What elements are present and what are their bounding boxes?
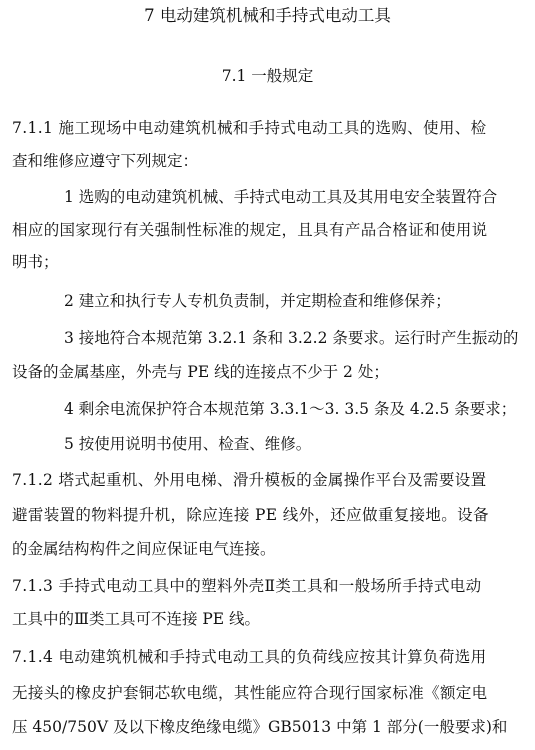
- text-line: 4 剩余电流保护符合本规范第 3.3.1～3. 3.5 条及 4.2.5 条要求；: [64, 400, 517, 418]
- text-line: 7.1.4 电动建筑机械和手持式电动工具的负荷线应按其计算负荷选用: [12, 648, 487, 666]
- text-line: 明书；: [12, 253, 59, 271]
- section-title: 7.1 一般规定: [221, 67, 314, 85]
- text-line: 压 450/750V 及以下橡皮绝缘电缆》GB5013 中第 1 部分(一般要求)和: [12, 718, 508, 736]
- chapter-title: 7 电动建筑机械和手持式电动工具: [144, 6, 391, 25]
- text-line: 7.1.1 施工现场中电动建筑机械和手持式电动工具的选购、使用、检: [12, 119, 487, 137]
- text-line: 查和维修应遵守下列规定：: [12, 152, 199, 170]
- text-line: 避雷装置的物料提升机，除应连接 PE 线外，还应做重复接地。设备: [12, 506, 489, 524]
- text-line: 的金属结构构件之间应保证电气连接。: [12, 540, 276, 558]
- text-line: 相应的国家现行有关强制性标准的规定，且具有产品合格证和使用说: [12, 221, 488, 239]
- text-line: 无接头的橡皮护套铜芯软电缆，其性能应符合现行国家标准《额定电: [12, 684, 488, 702]
- text-line: 1 选购的电动建筑机械、手持式电动工具及其用电安全装置符合: [64, 188, 498, 206]
- text-line: 设备的金属基座，外壳与 PE 线的连接点不少于 2 处；: [12, 363, 389, 381]
- text-line: 3 接地符合本规范第 3.2.1 条和 3.2.2 条要求。运行时产生振动的: [64, 329, 519, 347]
- text-line: 7.1.3 手持式电动工具中的塑料外壳Ⅱ类工具和一般场所手持式电动: [12, 577, 482, 595]
- text-line: 工具中的Ⅲ类工具可不连接 PE 线。: [12, 610, 261, 628]
- text-line: 7.1.2 塔式起重机、外用电梯、滑升模板的金属操作平台及需要设置: [12, 471, 487, 489]
- text-line: 5 按使用说明书使用、检查、维修。: [64, 435, 312, 453]
- text-line: 2 建立和执行专人专机负责制，并定期检查和维修保养；: [64, 292, 451, 310]
